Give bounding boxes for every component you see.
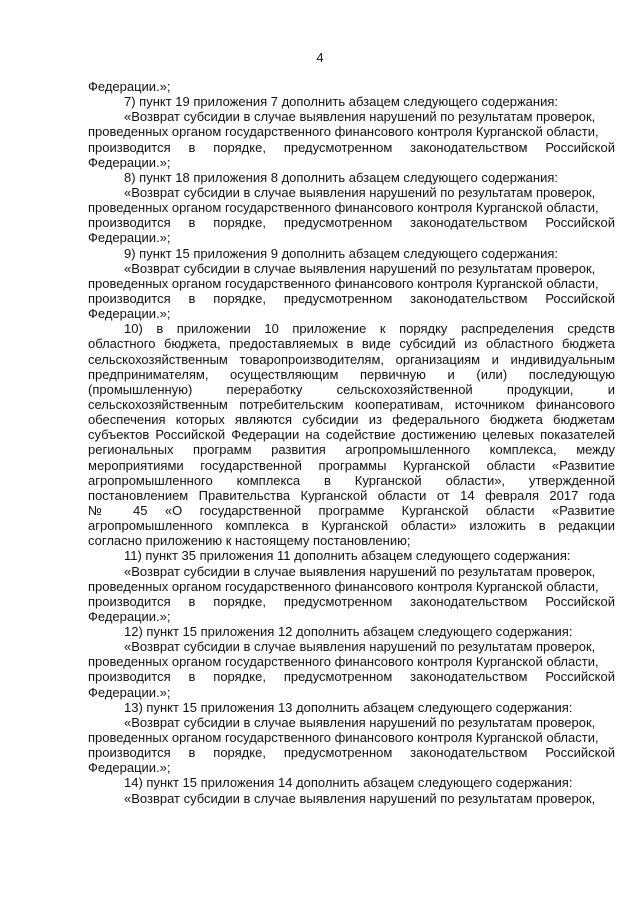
text-line: проведенных органом государственного финансового контроля Курганской области, [88,200,599,216]
page-number: 4 [316,50,324,65]
text-line: агропромышленного комплекса в Курганской области» изложить в редакции [88,518,615,534]
text-line: Федерации.»; [88,79,171,94]
text-line: сельскохозяйственным потребительским кооперативам, источником финансового [88,396,615,412]
text-line: 11) пункт 35 приложения 11 дополнить абзацем следующего содержания: [124,548,571,564]
text-line: сельскохозяйственным товаропроизводителям, организациям и индивидуальным [88,351,615,367]
text-line: проведенных органом государственного финансового контроля Курганской области, [88,730,599,746]
text-line: региональных программ развития агропромышленного комплекса, между [88,442,615,458]
document-body [88,79,615,806]
text-line: Федерации.»; [88,230,171,246]
text-line: 14) пункт 15 приложения 14 дополнить абзацем следующего содержания: [124,775,573,791]
text-line: Федерации.»; [88,154,171,170]
text-line: «Возврат субсидии в случае выявления нарушений по результатам проверок, [124,184,596,200]
text-line: согласно приложению к настоящему постановлению; [88,533,411,549]
text-line: предпринимателям, осуществляющим первичную и (или) последующую [88,366,615,382]
text-line: «Возврат субсидии в случае выявления нарушений по результатам проверок, [124,260,596,276]
text-line: (промышленную) переработку сельскохозяйственной продукции, и [88,381,615,397]
text-line: субъектов Российской Федерации на содействие достижению целевых показателей [88,427,615,443]
text-line: Федерации.»; [88,306,171,322]
text-line: 13) пункт 15 приложения 13 дополнить абзацем следующего содержания: [124,699,573,715]
text-line: проведенных органом государственного финансового контроля Курганской области, [88,654,599,670]
text-line: производится в порядке, предусмотренном законодательством Российской [88,669,615,685]
text-line: 8) пункт 18 приложения 8 дополнить абзацем следующего содержания: [124,169,558,185]
text-line: «Возврат субсидии в случае выявления нарушений по результатам проверок, [124,563,596,579]
text-line: постановлением Правительства Курганской области от 14 февраля 2017 года [88,487,615,503]
text-line: проведенных органом государственного финансового контроля Курганской области, [88,578,599,594]
text-line: производится в порядке, предусмотренном законодательством Российской [88,139,615,155]
text-line: 12) пункт 15 приложения 12 дополнить абзацем следующего содержания: [124,624,573,640]
text-line: областного бюджета, предоставляемых в виде субсидий из областного бюджета [88,336,615,352]
text-line: Федерации.»; [88,760,171,776]
text-line: «Возврат субсидии в случае выявления нарушений по результатам проверок, [124,109,596,125]
text-line: мероприятиями государственной программы Курганской области «Развитие [88,457,615,473]
text-line: «Возврат субсидии в случае выявления нарушений по результатам проверок, [124,714,596,730]
text-line: производится в порядке, предусмотренном законодательством Российской [88,290,615,306]
text-line: 10) в приложении 10 приложение к порядку распределения средств [124,321,615,337]
text-line: агропромышленного комплекса в Курганской области», утвержденной [88,472,615,488]
text-line: «Возврат субсидии в случае выявления нарушений по результатам проверок, [124,790,596,806]
text-line: № 45 «О государственной программе Курганской области «Развитие [88,502,615,518]
text-line: производится в порядке, предусмотренном законодательством Российской [88,215,615,231]
text-line: «Возврат субсидии в случае выявления нарушений по результатам проверок, [124,639,596,655]
text-line: производится в порядке, предусмотренном законодательством Российской [88,593,615,609]
text-line: проведенных органом государственного финансового контроля Курганской области, [88,124,599,140]
text-line: проведенных органом государственного финансового контроля Курганской области, [88,275,599,291]
text-line: Федерации.»; [88,684,171,700]
text-line: 9) пункт 15 приложения 9 дополнить абзацем следующего содержания: [124,245,558,261]
text-line: 7) пункт 19 приложения 7 дополнить абзацем следующего содержания: [124,94,558,110]
text-line: производится в порядке, предусмотренном законодательством Российской [88,745,615,761]
text-line: обеспечения которых являются субсидии из федерального бюджета бюджетам [88,412,615,428]
text-line: Федерации.»; [88,608,171,624]
